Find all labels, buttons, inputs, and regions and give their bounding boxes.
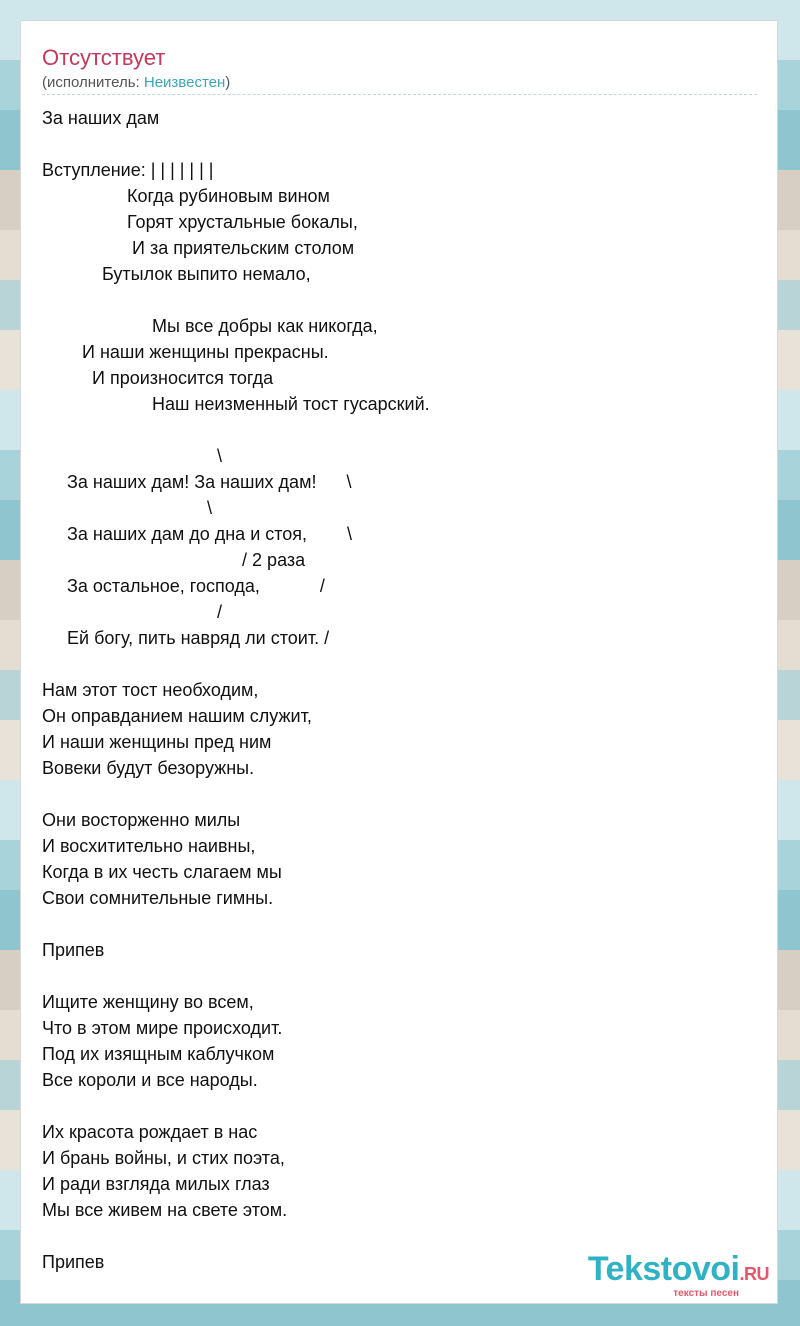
artist-prefix: (исполнитель: xyxy=(42,74,144,91)
logo-tagline: тексты песен xyxy=(673,1288,739,1299)
lyrics-text: За наших дам Вступление: | | | | | | | Когда рубиновым вином Горят хрустальные бокалы, И за приятельским столом Бутылок выпито немало, Мы все добры как никогда, И наши женщины прекрасны. И произносится тогда Наш неизменный тост гусарский. \ За наших дам! За наших дам! \ \ За наших дам до дна и стоя, \ / 2 раза За остальное, господа, / / Ей богу, пить навряд ли стоит. / Нам этот тост необходим, Он оправданием нашим служит, И наши женщины пред ним Вовеки будут безоружны. Они восторженно милы И восхитительно наивны, Когда в их честь слагаем мы Свои сомнительные гимны. Припев Ищите женщину во всем, Что в этом мире происходит. Под их изящным каблучком Все короли и все народы. Их красота рождает в нас И брань войны, и стих поэта, И ради взгляда милых глаз Мы все живем на свете этом. Припев xyxy=(42,108,430,1272)
song-title: Отсутствует xyxy=(42,45,166,70)
artist-link[interactable]: Неизвестен xyxy=(143,74,226,91)
artist-suffix: ) xyxy=(225,74,231,91)
logo-name: Tekstovoi xyxy=(587,1250,740,1288)
title-divider xyxy=(42,94,757,95)
logo-tld: .RU xyxy=(739,1264,769,1284)
site-logo[interactable] xyxy=(588,1251,769,1299)
artist-byline xyxy=(42,73,230,93)
lyrics-card xyxy=(20,20,778,1304)
